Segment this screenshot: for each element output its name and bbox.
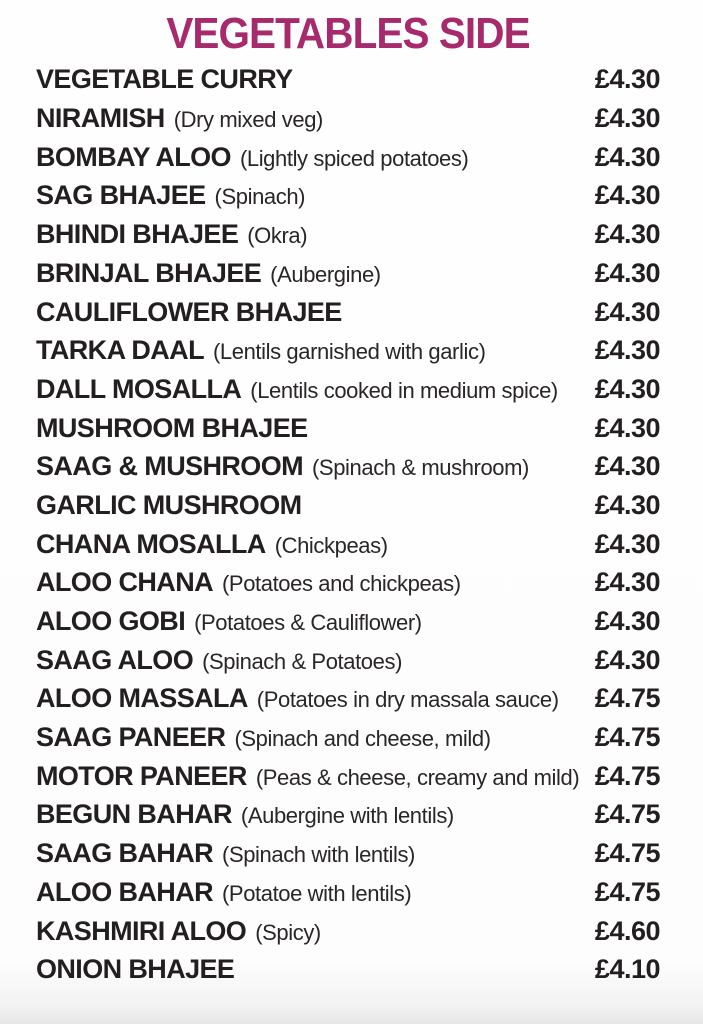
menu-item-description: (Lentils cooked in medium spice) — [250, 377, 558, 403]
menu-item-price: £4.30 — [594, 335, 660, 366]
menu-item-description: (Spinach & mushroom) — [312, 455, 529, 481]
menu-item-name: ONION BHAJEE — [36, 954, 235, 985]
menu-item-price: £4.30 — [594, 528, 660, 559]
menu-item-row — [36, 645, 660, 684]
menu-item-name: MOTOR PANEER — [36, 760, 247, 791]
menu-item-name: ALOO CHANA — [36, 567, 213, 598]
menu-item-row — [36, 142, 660, 181]
menu-item-name: CAULIFLOWER BHAJEE — [36, 296, 342, 327]
menu-item-description: (Aubergine) — [270, 261, 381, 287]
menu-item-row — [36, 722, 660, 761]
menu-item-price: £4.30 — [594, 141, 660, 172]
menu-item-price: £4.30 — [594, 219, 660, 250]
menu-item-name: SAG BHAJEE — [36, 180, 206, 211]
menu-item-row — [36, 799, 660, 838]
menu-item-name: ALOO GOBI — [36, 606, 186, 637]
menu-item-description: (Okra) — [247, 223, 308, 249]
menu-item-row — [36, 567, 660, 606]
menu-item-price: £4.30 — [594, 296, 660, 327]
menu-item-description: (Lentils garnished with garlic) — [212, 339, 486, 365]
menu-item-row — [36, 335, 660, 374]
menu-item-price: £4.30 — [594, 64, 660, 95]
menu-item-row — [36, 916, 660, 955]
menu-item-price: £4.30 — [594, 373, 660, 404]
menu-item-description: (Dry mixed veg) — [173, 107, 323, 133]
menu-item-description: (Spinach and cheese, mild) — [234, 726, 491, 752]
menu-item-price: £4.30 — [594, 412, 660, 443]
menu-item-name: BEGUN BAHAR — [36, 799, 232, 830]
menu-item-price: £4.30 — [594, 103, 660, 134]
menu-item-name: KASHMIRI ALOO — [36, 915, 247, 946]
menu-item-price: £4.75 — [594, 722, 660, 753]
menu-item-description: (Aubergine with lentils) — [240, 803, 454, 829]
menu-item-price: £4.30 — [594, 606, 660, 637]
menu-item-name: GARLIC MUSHROOM — [36, 489, 302, 520]
menu-item-row — [36, 180, 660, 219]
menu-item-name: ALOO MASSALA — [36, 683, 248, 714]
menu-item-description: (Spinach with lentils) — [222, 842, 415, 868]
menu-item-row — [36, 606, 660, 645]
menu-item-row — [36, 258, 660, 297]
menu-item-price: £4.75 — [594, 838, 660, 869]
menu-item-description: (Potatoes & Cauliflower) — [194, 610, 422, 636]
menu-item-row — [36, 413, 660, 452]
menu-item-name: CHANA MOSALLA — [36, 528, 266, 559]
menu-item-row — [36, 297, 660, 336]
menu-item-row — [36, 683, 660, 722]
menu-item-name: MUSHROOM BHAJEE — [36, 412, 308, 443]
menu-item-description: (Lightly spiced potatoes) — [239, 145, 469, 171]
menu-item-description: (Potatoes in dry massala sauce) — [256, 687, 559, 713]
menu-item-price: £4.60 — [594, 915, 660, 946]
menu-item-description: (Spicy) — [255, 919, 321, 945]
menu-item-name: BHINDI BHAJEE — [36, 219, 239, 250]
menu-item-name: ALOO BAHAR — [36, 876, 213, 907]
menu-item-description: (Spinach) — [214, 184, 306, 210]
menu-item-description: (Spinach & Potatoes) — [202, 648, 403, 674]
menu-item-price: £4.30 — [594, 489, 660, 520]
menu-item-name: SAAG BAHAR — [36, 838, 214, 869]
menu-item-row — [36, 529, 660, 568]
menu-item-description: (Potatoes and chickpeas) — [222, 571, 461, 597]
menu-item-price: £4.10 — [594, 954, 660, 985]
menu-item-price: £4.30 — [594, 451, 660, 482]
menu-item-price: £4.30 — [594, 257, 660, 288]
menu-item-row — [36, 761, 660, 800]
menu-item-price: £4.30 — [594, 567, 660, 598]
menu-item-name: SAAG PANEER — [36, 722, 226, 753]
menu-item-description: (Peas & cheese, creamy and mild) — [255, 764, 580, 790]
menu-item-name: BOMBAY ALOO — [36, 141, 231, 172]
menu-item-name: NIRAMISH — [36, 103, 165, 134]
menu-item-price: £4.75 — [594, 876, 660, 907]
menu-item-price: £4.30 — [594, 180, 660, 211]
menu-item-name: SAAG ALOO — [36, 644, 194, 675]
menu-item-row — [36, 451, 660, 490]
menu-item-name: SAAG & MUSHROOM — [36, 451, 303, 482]
menu-item-row — [36, 103, 660, 142]
menu-item-row — [36, 490, 660, 529]
menu-item-row — [36, 838, 660, 877]
menu-item-row — [36, 374, 660, 413]
menu-item-row — [36, 219, 660, 258]
menu-item-description: (Potatoe with lentils) — [222, 880, 412, 906]
menu-item-price: £4.75 — [594, 799, 660, 830]
menu-item-row — [36, 877, 660, 916]
menu-item-price: £4.75 — [594, 760, 660, 791]
menu-item-row — [36, 64, 660, 103]
menu-item-name: TARKA DAAL — [36, 335, 204, 366]
menu-item-name: DALL MOSALLA — [36, 373, 242, 404]
menu-list — [36, 64, 660, 993]
menu-item-price: £4.30 — [594, 644, 660, 675]
menu-item-row — [36, 954, 660, 993]
menu-item-name: BRINJAL BHAJEE — [36, 257, 262, 288]
menu-item-name: VEGETABLE CURRY — [36, 64, 293, 95]
menu-item-description: (Chickpeas) — [274, 532, 388, 558]
section-title: VEGETABLES SIDE — [166, 9, 530, 58]
menu-item-price: £4.75 — [594, 683, 660, 714]
